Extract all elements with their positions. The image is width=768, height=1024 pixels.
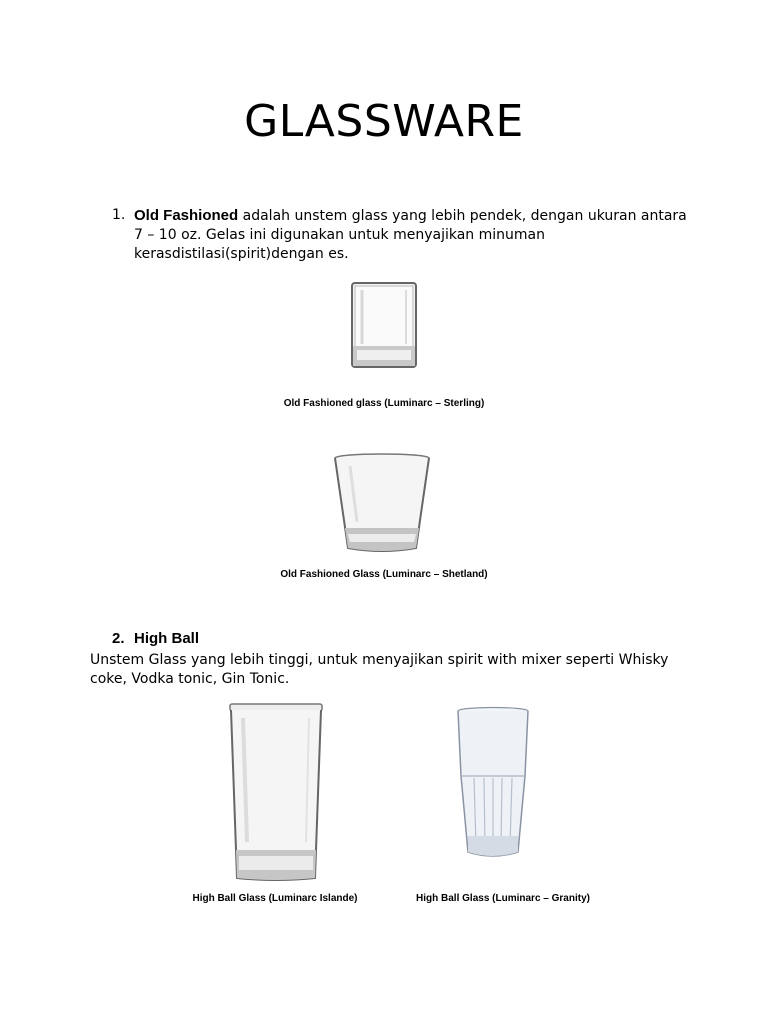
section-heading-high-ball [112, 630, 199, 647]
description-high-ball: Unstem Glass yang lebih tinggi, untuk menyajikan spirit with mixer seperti Whisky coke, Vodka tonic, Gin Tonic. [90, 652, 669, 687]
list-number: 1. [112, 207, 126, 223]
caption-shetland: Old Fashioned Glass (Luminarc – Shetland) [280, 569, 488, 580]
caption-sterling: Old Fashioned glass (Luminarc – Sterling) [283, 398, 485, 409]
caption-islande: High Ball Glass (Luminarc Islande) [192, 893, 358, 904]
description-old-fashioned: adalah unstem glass yang lebih pendek, dengan ukuran antara 7 – 10 oz. Gelas ini digunakan untuk menyajikan minuman kerasdistilasi(spirit)dengan es. [134, 208, 687, 262]
list-item-old-fashioned [112, 206, 692, 264]
heading-high-ball: High Ball [134, 630, 200, 647]
old-fashioned-sterling-glass-icon [348, 280, 420, 372]
term-old-fashioned: Old Fashioned [134, 207, 239, 224]
caption-granity: High Ball Glass (Luminarc – Granity) [416, 893, 590, 904]
page-title: GLASSWARE [244, 96, 524, 147]
list-number: 2. [112, 630, 125, 647]
highball-islande-glass-icon [227, 702, 325, 884]
highball-granity-glass-icon [454, 706, 532, 866]
old-fashioned-shetland-glass-icon [330, 452, 434, 556]
